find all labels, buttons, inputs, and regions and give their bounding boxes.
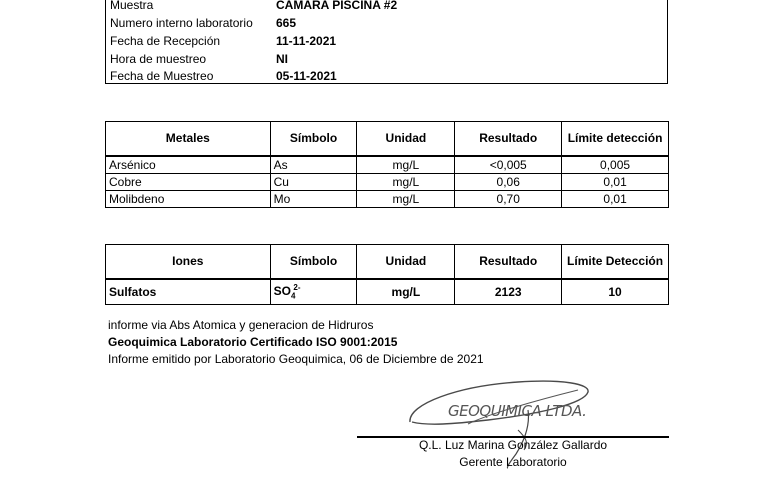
cell-simbolo: As	[270, 156, 357, 174]
cell-unidad: mg/L	[357, 279, 455, 305]
cell-unidad: mg/L	[357, 190, 455, 207]
table-row	[106, 190, 669, 207]
footer-certification: Geoquimica Laboratorio Certificado ISO 9001:2015	[108, 335, 398, 349]
col-header-iones: Iones	[106, 245, 271, 279]
table-row	[106, 173, 669, 190]
cell-unidad: mg/L	[357, 173, 455, 190]
info-value: CAMARA PISCINA #2	[276, 0, 398, 12]
table-row	[106, 156, 669, 174]
cell-simbolo	[270, 279, 357, 305]
simbolo-base: SO	[273, 283, 291, 298]
col-header-limite: Límite Detección	[562, 245, 669, 279]
col-header-metales: Metales	[106, 122, 271, 156]
cell-nombre: Molibdeno	[106, 190, 271, 207]
footer-issue-note: Informe emitido por Laboratorio Geoquimica, 06 de Diciembre de 2021	[108, 352, 484, 366]
cell-resultado: 0,70	[455, 190, 562, 207]
info-value: 665	[276, 16, 297, 30]
cell-nombre: Cobre	[106, 173, 271, 190]
info-value: NI	[276, 52, 288, 66]
cell-limite: 0,01	[562, 190, 669, 207]
iones-table	[105, 244, 669, 305]
cell-resultado: 2123	[455, 279, 562, 305]
table-header-row	[106, 122, 669, 156]
cell-limite: 0,01	[562, 173, 669, 190]
cell-simbolo: Mo	[270, 190, 357, 207]
cell-nombre: Sulfatos	[106, 279, 271, 305]
info-label: Fecha de Muestreo	[110, 69, 214, 83]
simbolo-superscript: 2-	[293, 282, 301, 292]
sample-info-box	[105, 0, 668, 84]
col-header-resultado: Resultado	[455, 122, 562, 156]
footer-method-note: informe via Abs Atomica y generacion de Hidruros	[108, 318, 374, 332]
info-label: Fecha de Recepción	[110, 34, 221, 48]
col-header-limite: Límite detección	[562, 122, 669, 156]
cell-resultado: 0,06	[455, 173, 562, 190]
stamp-text: GEOQUIMICA LTDA.	[448, 402, 587, 420]
cell-resultado: <0,005	[455, 156, 562, 174]
cell-simbolo: Cu	[270, 173, 357, 190]
info-label: Numero interno laboratorio	[110, 16, 253, 30]
signature-title: Gerente Laboratorio	[459, 455, 567, 469]
cell-unidad: mg/L	[357, 156, 455, 174]
metales-table	[105, 121, 669, 208]
simbolo-subscript: 4	[290, 290, 296, 300]
info-label: Hora de muestreo	[110, 52, 207, 66]
table-row	[106, 279, 669, 305]
cell-nombre: Arsénico	[106, 156, 271, 174]
col-header-unidad: Unidad	[357, 245, 455, 279]
col-header-resultado: Resultado	[455, 245, 562, 279]
col-header-unidad: Unidad	[357, 122, 455, 156]
table-header-row	[106, 245, 669, 279]
info-label: Muestra	[110, 0, 154, 12]
cell-limite: 0,005	[562, 156, 669, 174]
col-header-simbolo: Símbolo	[270, 245, 357, 279]
info-value: 05-11-2021	[276, 69, 337, 83]
signature-name: Q.L. Luz Marina González Gallardo	[418, 438, 608, 452]
cell-limite: 10	[562, 279, 669, 305]
info-value: 11-11-2021	[276, 34, 337, 48]
col-header-simbolo: Símbolo	[270, 122, 357, 156]
